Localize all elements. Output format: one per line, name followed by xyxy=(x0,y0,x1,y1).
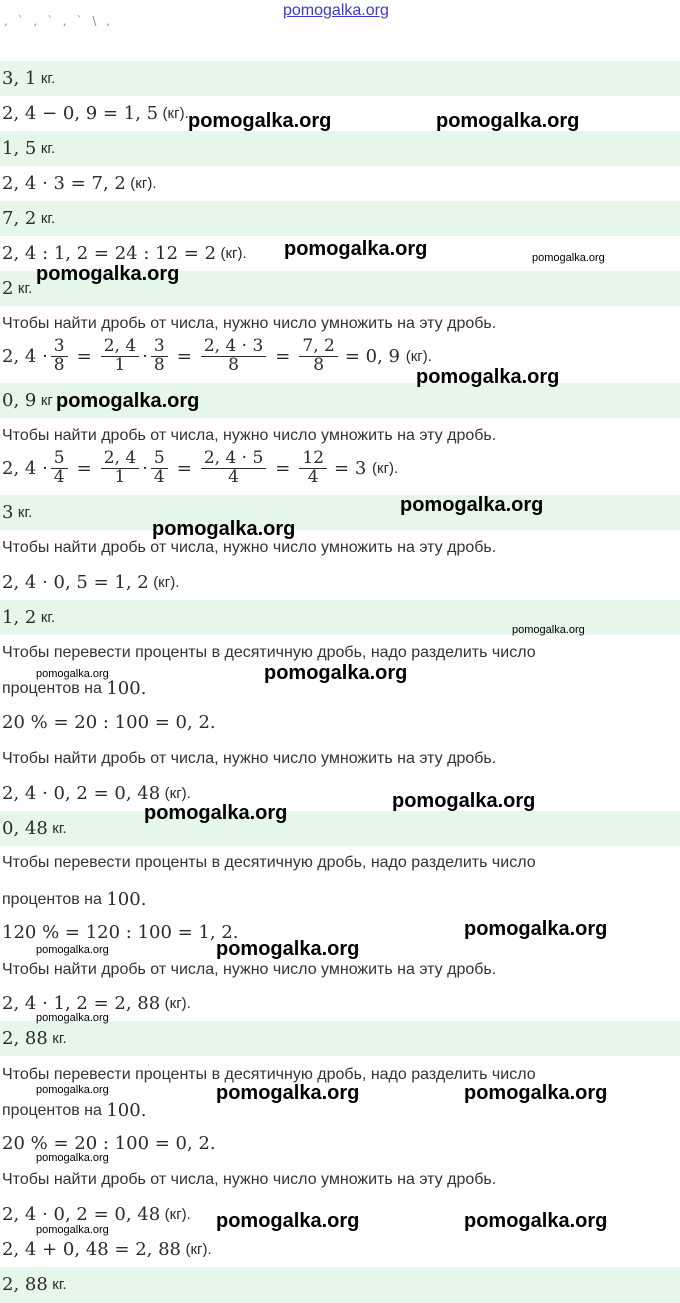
watermark: pomogalka.org xyxy=(152,518,296,540)
watermark: pomogalka.org xyxy=(56,390,200,412)
solution-line xyxy=(2,1239,212,1260)
fraction: $\frac{2, 4}{1}$ xyxy=(101,338,139,375)
math-expression: 2, 4 : 1, 2 = 24 : 12 = 2 xyxy=(2,243,217,264)
answer-band xyxy=(0,201,680,236)
math-expression: 7, 2 xyxy=(2,208,37,229)
answer-band xyxy=(0,1021,680,1056)
solution-line xyxy=(2,712,216,733)
rule-text: процентов на 100. xyxy=(2,1100,147,1121)
rule-text: Чтобы найти дробь от числа, нужно число умножить на эту дробь. xyxy=(2,539,497,556)
answer-band xyxy=(0,1267,680,1303)
unit-label: (кг). xyxy=(220,245,247,262)
answer-line xyxy=(2,68,55,89)
watermark: pomogalka.org xyxy=(284,238,428,260)
partial-line: , ` , ` , ` \ , xyxy=(4,14,114,28)
watermark: pomogalka.org xyxy=(188,110,332,132)
solution-line xyxy=(2,173,157,194)
unit-label: кг. xyxy=(52,820,67,837)
unit-label: кг. xyxy=(40,609,56,626)
math-expression: 2, 88 xyxy=(2,1028,48,1049)
rule-text: Чтобы перевести проценты в десятичную дробь, надо разделить число xyxy=(2,644,536,661)
watermark: pomogalka.org xyxy=(464,1210,608,1232)
watermark: pomogalka.org xyxy=(216,1210,360,1232)
unit-label: (кг). xyxy=(185,1241,212,1258)
math-expression: 2 xyxy=(2,278,14,299)
unit-label: (кг). xyxy=(164,785,191,802)
math-prefix: 2, 4 · xyxy=(2,457,48,479)
watermark: pomogalka.org xyxy=(36,944,109,956)
solution-line xyxy=(2,783,191,804)
rule-text: Чтобы найти дробь от числа, нужно число умножить на эту дробь. xyxy=(2,315,497,332)
answer-line xyxy=(2,502,32,523)
math-expression: 1, 5 xyxy=(2,138,37,159)
rule-text: процентов на 100. xyxy=(2,678,147,699)
answer-band xyxy=(0,131,680,166)
answer-band xyxy=(0,61,680,96)
unit-label: (кг). xyxy=(130,175,157,192)
watermark: pomogalka.org xyxy=(216,938,360,960)
solution-line xyxy=(2,993,191,1014)
math-expression: 3, 1 xyxy=(2,68,37,89)
watermark: pomogalka.org xyxy=(464,918,608,940)
fraction: $\frac{5}{4}$ xyxy=(51,450,68,487)
watermark: pomogalka.org xyxy=(532,252,605,264)
watermark: pomogalka.org xyxy=(36,1224,109,1236)
math-expression: 2, 88 xyxy=(2,1274,48,1295)
answer-line xyxy=(2,278,32,299)
fraction: $\frac{12}{4}$ xyxy=(299,450,327,487)
answer-band xyxy=(0,811,680,846)
rule-text: Чтобы перевести проценты в десятичную дробь, надо разделить число xyxy=(2,1066,536,1083)
watermark: pomogalka.org xyxy=(36,1012,109,1024)
fraction: $\frac{3}{8}$ xyxy=(51,338,68,375)
math-expression: 20 % = 20 : 100 = 0, 2. xyxy=(2,712,216,733)
fraction-expression: 2, 4 · $\frac{3}{8}$ = $\frac{2, 4}{1}$ · $\frac{3}{8}$ = $\frac{2, 4 \cdot 3}{8}$ = $\frac{7, 2}{8}$ = 0, 9 (кг). xyxy=(2,336,432,375)
math-expression: 100. xyxy=(106,678,147,699)
fraction: $\frac{2, 4 \cdot 5}{4}$ xyxy=(201,450,266,487)
watermark: pomogalka.org xyxy=(400,494,544,516)
solution-line xyxy=(2,103,189,124)
math-expression: 2, 4 · 0, 2 = 0, 48 xyxy=(2,783,161,804)
unit-label: (кг). xyxy=(164,995,191,1012)
fraction-expression: 2, 4 · $\frac{5}{4}$ = $\frac{2, 4}{1}$ · $\frac{5}{4}$ = $\frac{2, 4 \cdot 5}{4}$ = $\frac{12}{4}$ = 3 (кг). xyxy=(2,448,399,487)
fraction: $\frac{5}{4}$ xyxy=(151,450,168,487)
rule-text: Чтобы найти дробь от числа, нужно число умножить на эту дробь. xyxy=(2,961,497,978)
site-link[interactable]: pomogalka.org xyxy=(283,2,389,19)
rule-text: Чтобы найти дробь от числа, нужно число умножить на эту дробь. xyxy=(2,427,497,444)
solution-line xyxy=(2,243,247,264)
solution-line xyxy=(2,1133,216,1154)
watermark: pomogalka.org xyxy=(436,110,580,132)
math-expression: 120 % = 120 : 100 = 1, 2. xyxy=(2,922,239,943)
unit-label: (кг). xyxy=(164,1206,191,1223)
unit-label: кг. xyxy=(17,280,33,297)
unit-label: кг. xyxy=(52,1276,67,1293)
watermark: pomogalka.org xyxy=(264,662,408,684)
rule-text: процентов на 100. xyxy=(2,889,147,910)
solution-line xyxy=(2,1204,191,1225)
unit-label: кг. xyxy=(40,210,56,227)
math-expression: 20 % = 20 : 100 = 0, 2. xyxy=(2,1133,216,1154)
unit-label: кг. xyxy=(40,70,56,87)
answer-line xyxy=(2,208,55,229)
watermark: pomogalka.org xyxy=(144,802,288,824)
math-expression: 2, 4 · 3 = 7, 2 xyxy=(2,173,126,194)
math-expression: 3 xyxy=(2,502,14,523)
math-expression: 100. xyxy=(106,1100,147,1121)
solution-line xyxy=(2,922,239,943)
watermark: pomogalka.org xyxy=(392,790,536,812)
fraction: $\frac{2, 4 \cdot 3}{8}$ xyxy=(201,338,266,375)
rule-text: Чтобы найти дробь от числа, нужно число умножить на эту дробь. xyxy=(2,1171,497,1188)
watermark: pomogalka.org xyxy=(512,624,585,636)
answer-line xyxy=(2,1028,67,1049)
math-expression: 2, 4 · 1, 2 = 2, 88 xyxy=(2,993,161,1014)
answer-line xyxy=(2,607,55,628)
fraction: $\frac{3}{8}$ xyxy=(151,338,168,375)
math-expression: 100. xyxy=(106,889,147,910)
fraction: $\frac{7, 2}{8}$ xyxy=(299,338,337,375)
solution-line xyxy=(2,572,179,593)
rule-text: Чтобы перевести проценты в десятичную дробь, надо разделить число xyxy=(2,854,536,871)
watermark: pomogalka.org xyxy=(464,1082,608,1104)
unit-label: кг xyxy=(40,392,53,409)
math-expression: 0, 48 xyxy=(2,818,48,839)
math-expression: 2, 4 · 0, 5 = 1, 2 xyxy=(2,572,149,593)
unit-label: кг. xyxy=(52,1030,67,1047)
math-expression: 2, 4 − 0, 9 = 1, 5 xyxy=(2,103,159,124)
math-expression: 1, 2 xyxy=(2,607,37,628)
unit-label: (кг). xyxy=(153,574,180,591)
unit-label: (кг). xyxy=(162,105,189,122)
watermark: pomogalka.org xyxy=(36,1152,109,1164)
math-expression: 2, 4 + 0, 48 = 2, 88 xyxy=(2,1239,181,1260)
watermark: pomogalka.org xyxy=(36,263,180,285)
fraction: $\frac{2, 4}{1}$ xyxy=(101,450,139,487)
answer-line xyxy=(2,390,53,411)
watermark: pomogalka.org xyxy=(36,668,109,680)
answer-line xyxy=(2,818,67,839)
unit-label: кг. xyxy=(17,504,33,521)
watermark: pomogalka.org xyxy=(36,1084,109,1096)
math-expression: 2, 4 · 0, 2 = 0, 48 xyxy=(2,1204,161,1225)
math-prefix: 2, 4 · xyxy=(2,345,48,367)
answer-band xyxy=(0,495,680,530)
answer-line xyxy=(2,138,55,159)
watermark: pomogalka.org xyxy=(416,366,560,388)
unit-label: кг. xyxy=(40,140,56,157)
answer-line xyxy=(2,1274,67,1295)
math-expression: 0, 9 xyxy=(2,390,37,411)
watermark: pomogalka.org xyxy=(216,1082,360,1104)
rule-text: Чтобы найти дробь от числа, нужно число умножить на эту дробь. xyxy=(2,750,497,767)
